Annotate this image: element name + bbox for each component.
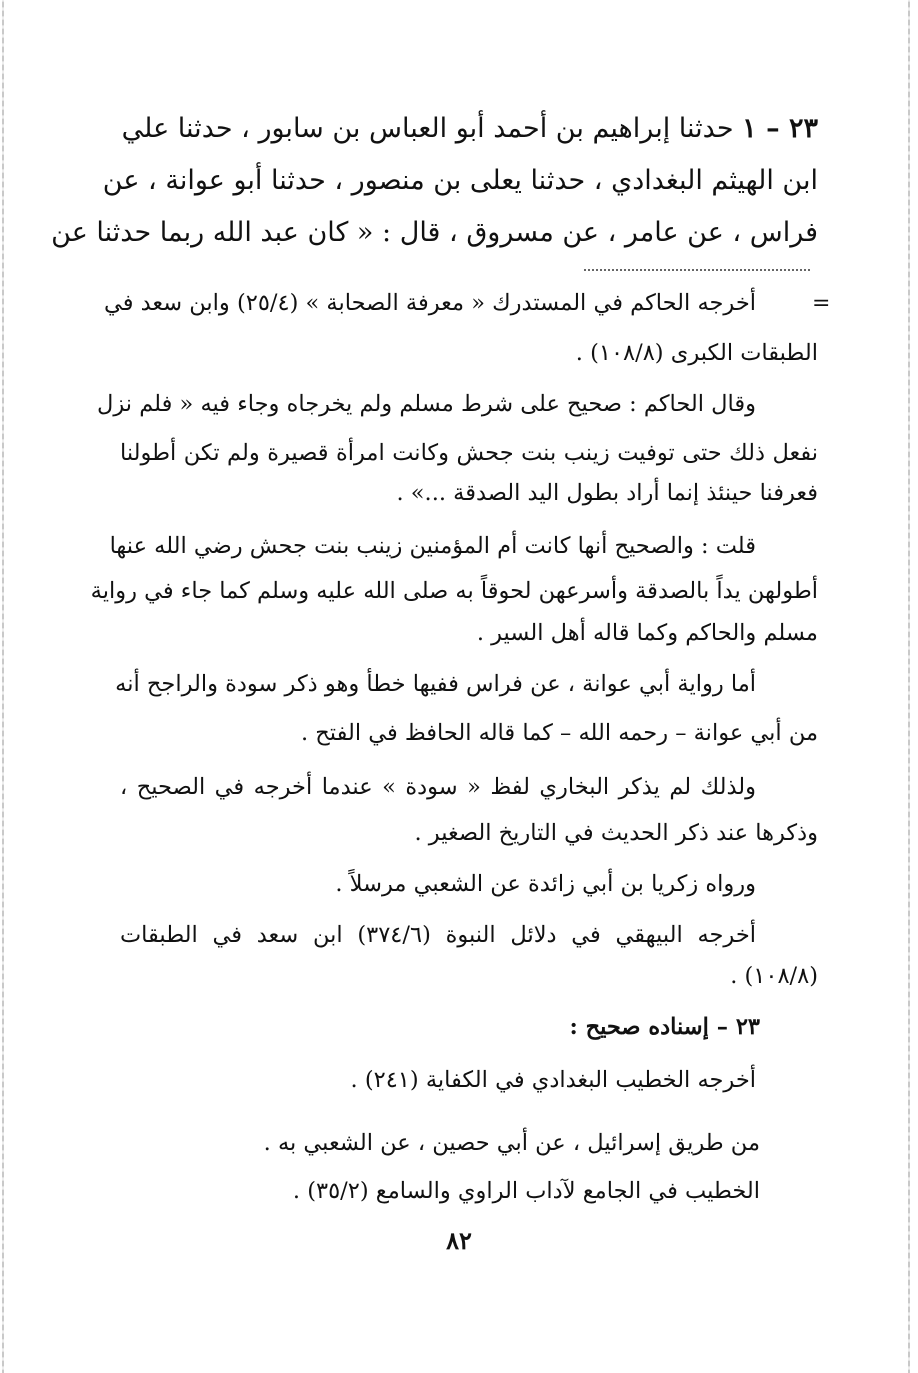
fn-p5-line-1: ولذلك لم يذكر البخاري لفظ « سودة » عندما أخرجه في الصحيح ، bbox=[120, 774, 756, 800]
fn-p7-line-2: (١٠٨/٨) . bbox=[730, 963, 818, 989]
main-line-3: فراس ، عن عامر ، عن مسروق ، قال : « كان عبد الله ربما حدثنا عن bbox=[51, 217, 818, 248]
fn-p3-line-2: أطولهن يداً بالصدقة وأسرعهن لحوقاً به صلى الله عليه وسلم كما جاء في رواية bbox=[90, 578, 818, 604]
fn-p3-line-1: قلت : والصحيح أنها كانت أم المؤمنين زينب بنت جحش رضي الله عنها bbox=[109, 533, 756, 559]
fn-p9-line-2: الخطيب في الجامع لآداب الراوي والسامع (٣٥/٢) . bbox=[292, 1178, 760, 1204]
fn-p2-line-1: وقال الحاكم : صحيح على شرط مسلم ولم يخرجاه وجاء فيه « فلم نزل bbox=[97, 391, 756, 417]
section-heading: ٢٣ – إسناده صحيح : bbox=[569, 1014, 760, 1040]
fn-p2-line-3: فعرفنا حينئذ إنما أراد بطول اليد الصدقة ...» . bbox=[396, 480, 818, 506]
fn-p5-line-2: وذكرها عند ذكر الحديث في التاريخ الصغير . bbox=[414, 820, 818, 846]
main-line-1-text: حدثنا إبراهيم بن أحمد أبو العباس بن سابور ، حدثنا علي bbox=[121, 113, 734, 144]
fn-p6-line-1: ورواه زكريا بن أبي زائدة عن الشعبي مرسلاً . bbox=[335, 871, 756, 897]
fn-p2-line-2: نفعل ذلك حتى توفيت زينب بنت جحش وكانت امرأة قصيرة ولم تكن أطولنا bbox=[120, 440, 818, 466]
hadith-number: ٢٣ – ١ bbox=[742, 113, 818, 144]
page-number: ٨٢ bbox=[446, 1226, 472, 1255]
main-line-2: ابن الهيثم البغدادي ، حدثنا يعلى بن منصور ، حدثنا أبو عوانة ، عن bbox=[102, 165, 818, 196]
left-scan-edge bbox=[2, 0, 4, 1373]
fn-p7-line-1: أخرجه البيهقي في دلائل النبوة (٣٧٤/٦) ابن سعد في الطبقات bbox=[120, 922, 756, 948]
fn-p1-line-2: الطبقات الكبرى (١٠٨/٨) . bbox=[575, 340, 818, 366]
fn-p4-line-1: أما رواية أبي عوانة ، عن فراس ففيها خطأ وهو ذكر سودة والراجح أنه bbox=[115, 671, 756, 697]
footnote-separator bbox=[584, 269, 810, 271]
fn-p8-line-1: أخرجه الخطيب البغدادي في الكفاية (٢٤١) . bbox=[350, 1067, 756, 1093]
fn-p4-line-2: من أبي عوانة – رحمه الله – كما قاله الحافظ في الفتح . bbox=[300, 720, 818, 746]
right-scan-edge bbox=[908, 0, 910, 1373]
fn-p9-line-1: من طريق إسرائيل ، عن أبي حصين ، عن الشعبي به . bbox=[263, 1130, 760, 1156]
main-line-1 bbox=[120, 115, 818, 142]
fn-p3-line-3: مسلم والحاكم وكما قاله أهل السير . bbox=[476, 620, 818, 646]
fn-p1-line-1: أخرجه الحاكم في المستدرك « معرفة الصحابة » (٢٥/٤) وابن سعد في bbox=[103, 290, 756, 316]
continuation-mark: = bbox=[812, 291, 831, 316]
